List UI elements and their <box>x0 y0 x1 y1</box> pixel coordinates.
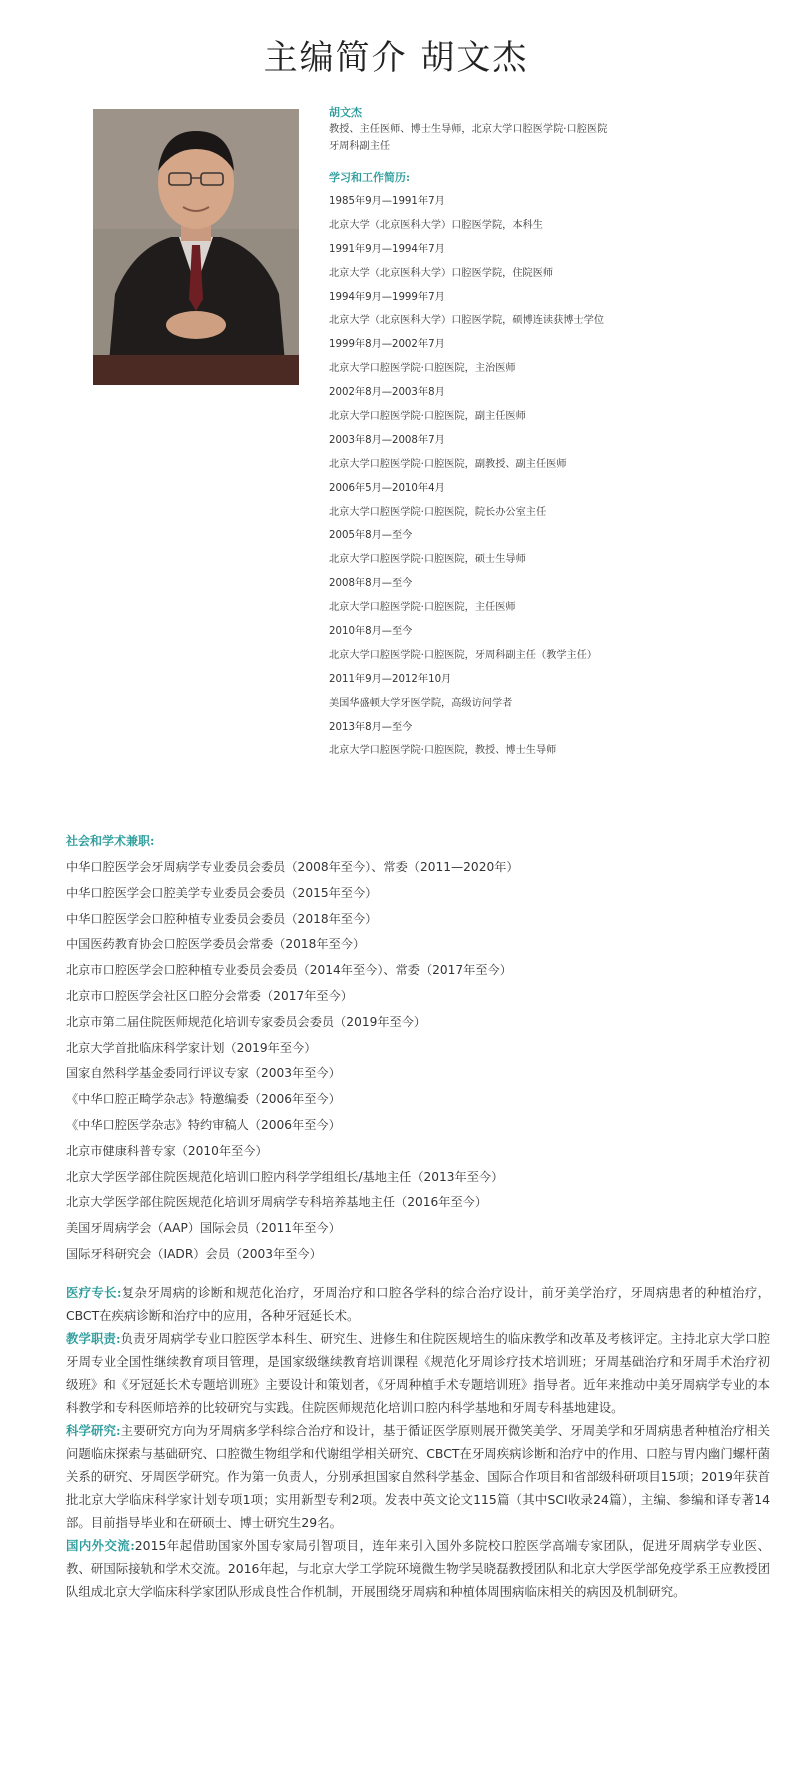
social-item: 国家自然科学基金委同行评议专家（2003年至今） <box>66 1066 341 1081</box>
history-list <box>329 190 769 763</box>
history-period: 2008年8月—至今 <box>329 578 413 590</box>
social-item: 中国医药教育协会口腔医学委员会常委（2018年至今） <box>66 937 366 952</box>
history-position: 北京大学（北京医科大学）口腔医学院，住院医师 <box>329 267 554 279</box>
social-item: 北京市第二届住院医师规范化培训专家委员会委员（2019年至今） <box>66 1014 427 1029</box>
history-position: 北京大学口腔医学院·口腔医院，主任医师 <box>329 602 516 614</box>
social-item: 中华口腔医学会口腔种植专业委员会委员（2018年至今） <box>66 911 378 926</box>
social-list <box>66 855 766 1268</box>
history-period: 1994年9月—1999年7月 <box>329 291 445 303</box>
teaching-duties-paragraph <box>66 1327 770 1419</box>
social-item: 《中华口腔正畸学杂志》特邀编委（2006年至今） <box>66 1092 341 1107</box>
history-position: 北京大学（北京医科大学）口腔医学院，本科生 <box>329 219 543 231</box>
section-label: 教学职责: <box>66 1331 121 1346</box>
bio-title-line-2: 牙周科副主任 <box>329 141 391 152</box>
section-label: 科学研究: <box>66 1423 121 1438</box>
history-period: 1999年8月—2002年7月 <box>329 339 445 351</box>
medical-expertise-paragraph <box>66 1281 770 1327</box>
history-position: 北京大学口腔医学院·口腔医院，副主任医师 <box>329 411 526 423</box>
bio-name: 胡文杰 <box>329 106 362 119</box>
history-position: 北京大学口腔医学院·口腔医院，副教授、副主任医师 <box>329 458 567 470</box>
portrait-photo <box>93 109 299 385</box>
section-text: 复杂牙周病的诊断和规范化治疗，牙周治疗和口腔各学科的综合治疗设计，前牙美学治疗，牙周病患者的种植治疗，CBCT在疾病诊断和治疗中的应用，各种牙冠延长术。 <box>66 1285 771 1323</box>
research-paragraph <box>66 1419 770 1534</box>
history-position: 北京大学（北京医科大学）口腔医学院，硕博连读获博士学位 <box>329 315 605 327</box>
history-period: 2002年8月—2003年8月 <box>329 387 445 399</box>
social-item: 中华口腔医学会牙周病学专业委员会委员（2008年至今）、常委（2011—2020年） <box>66 860 519 874</box>
bio-section <box>329 104 769 763</box>
history-position: 美国华盛顿大学牙医学院，高级访问学者 <box>329 697 513 709</box>
history-period: 2013年8月—至今 <box>329 721 413 733</box>
social-item: 北京大学医学部住院医规范化培训牙周病学专科培养基地主任（2016年至今） <box>66 1195 488 1210</box>
history-period: 2006年5月—2010年4月 <box>329 482 445 494</box>
history-position: 北京大学口腔医学院·口腔医院，院长办公室主任 <box>329 506 547 518</box>
section-text: 2015年起借助国家外国专家局引智项目，连年来引入国外多院校口腔医学高端专家团队，促进牙周病学专业医、教、研国际接轨和学术交流。2016年起，与北京大学工学院环境微生物学吴晓磊教授团队和北京大学医学部免疫学系王应教授团队组成北京大学临床科学家团队形成良性合作机制，开展围绕牙周病和种植体周围病临床相关的病因及机制研究。 <box>66 1538 770 1599</box>
section-text: 主要研究方向为牙周病多学科综合治疗和设计，基于循证医学原则展开微笑美学、牙周美学和牙周病患者种植治疗相关问题临床探索与基础研究、口腔微生物组学和代谢组学相关研究、CBCT在牙周疾病诊断和治疗中的作用、口腔与胃内幽门螺杆菌关系的研究、牙周医学研究。作为第一负责人，分别承担国家自然科学基金、国际合作项目和省部级科研项目15项；2019年获首批北京大学临床科学家计划专项1项；实用新型专利2项。发表中英文论文115篇（其中SCI收录24篇），主编、参编和译专著14部。目前指导毕业和在研硕士、博士研究生29名。 <box>66 1423 771 1530</box>
section-label: 医疗专长: <box>66 1285 122 1300</box>
bio-title-line-1: 教授、主任医师、博士生导师，北京大学口腔医学院·口腔医院 <box>329 124 608 135</box>
history-position: 北京大学口腔医学院·口腔医院，主治医师 <box>329 363 516 375</box>
history-heading: 学习和工作简历: <box>329 171 411 184</box>
page-title: 主编简介 胡文杰 <box>263 38 529 78</box>
history-period: 1985年9月—1991年7月 <box>329 196 445 207</box>
history-position: 北京大学口腔医学院·口腔医院，硕士生导师 <box>329 554 526 566</box>
section-label: 国内外交流: <box>66 1538 135 1553</box>
exchange-paragraph <box>66 1534 770 1603</box>
social-item: 北京大学首批临床科学家计划（2019年至今） <box>66 1040 317 1055</box>
social-item: 北京市健康科普专家（2010年至今） <box>66 1143 268 1158</box>
history-period: 2003年8月—2008年7月 <box>329 434 445 446</box>
social-item: 北京市口腔医学会口腔种植专业委员会委员（2014年至今）、常委（2017年至今） <box>66 963 512 978</box>
social-item: 中华口腔医学会口腔美学专业委员会委员（2015年至今） <box>66 885 378 900</box>
detail-sections <box>66 1281 770 1603</box>
social-item: 《中华口腔医学杂志》特约审稿人（2006年至今） <box>66 1117 341 1132</box>
social-item: 国际牙科研究会（IADR）会员（2003年至今） <box>66 1246 322 1261</box>
history-period: 2011年9月—2012年10月 <box>329 673 452 685</box>
section-text: 负责牙周病学专业口腔医学本科生、研究生、进修生和住院医规培生的临床教学和改革及考核评定。主持北京大学口腔牙周专业全国性继续教育项目管理，是国家级继续教育培训课程《规范化牙周诊疗技术培训班；牙周基础治疗和牙周手术治疗初级班》和《牙冠延长术专题培训班》主要设计和策划者，《牙周种植手术专题培训班》指导者。近年来推动中美牙周病学专业的本科教学和专科医师培养的比较研究与实践。住院医师规范化培训口腔内科学基地和牙周专科基地建设。 <box>66 1331 771 1415</box>
history-period: 1991年9月—1994年7月 <box>329 243 445 255</box>
history-period: 2005年8月—至今 <box>329 530 413 542</box>
social-item: 美国牙周病学会（AAP）国际会员（2011年至今） <box>66 1221 341 1236</box>
history-position: 北京大学口腔医学院·口腔医院，教授、博士生导师 <box>329 745 557 757</box>
history-position: 北京大学口腔医学院·口腔医院，牙周科副主任（教学主任） <box>329 649 598 661</box>
social-item: 北京大学医学部住院医规范化培训口腔内科学学组组长/基地主任（2013年至今） <box>66 1169 504 1184</box>
social-section <box>66 832 766 1268</box>
social-item: 北京市口腔医学会社区口腔分会常委（2017年至今） <box>66 988 353 1003</box>
social-heading: 社会和学术兼职: <box>66 834 155 848</box>
history-period: 2010年8月—至今 <box>329 626 413 638</box>
